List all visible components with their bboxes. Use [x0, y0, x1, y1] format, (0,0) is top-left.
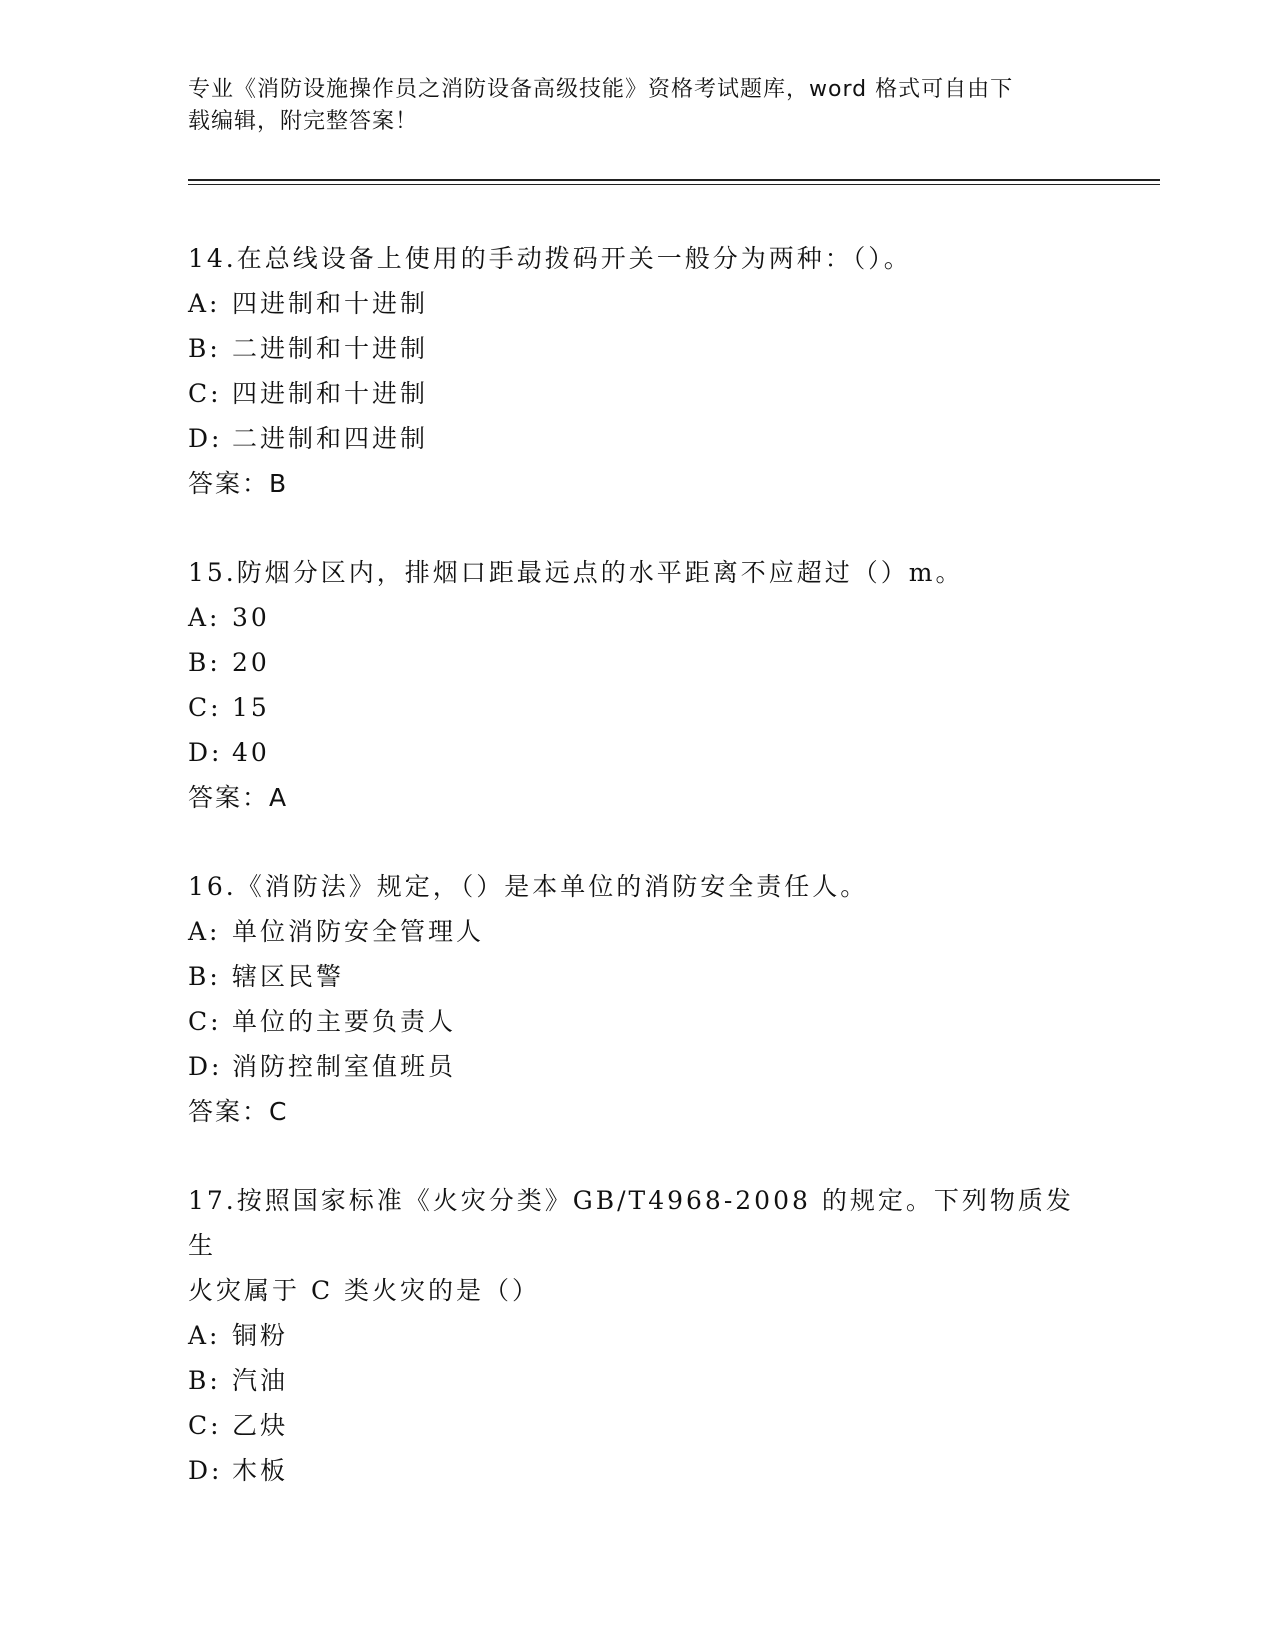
- question-17: [188, 1178, 1088, 1493]
- header-divider-thin: [188, 184, 1160, 185]
- document-header: [188, 74, 1068, 138]
- option-letter: D:: [188, 738, 223, 767]
- option-text: 20: [232, 648, 270, 677]
- option-a: [188, 595, 1088, 640]
- header-line-2: 载编辑，附完整答案！: [188, 109, 419, 134]
- option-text: 二进制和四进制: [232, 424, 429, 453]
- option-text: 辖区民警: [232, 962, 345, 991]
- question-stem: 14.在总线设备上使用的手动拨码开关一般分为两种：（）。: [188, 244, 912, 273]
- header-line-1: 专业《消防设施操作员之消防设备高级技能》资格考试题库，word 格式可自由下: [188, 77, 1014, 102]
- option-c: [188, 999, 1088, 1044]
- option-letter: B:: [188, 334, 221, 363]
- option-letter: D:: [188, 1456, 223, 1485]
- option-letter: B:: [188, 1366, 221, 1395]
- option-letter: D:: [188, 424, 223, 453]
- option-letter: C:: [188, 1411, 222, 1440]
- option-text: 四进制和十进制: [232, 379, 429, 408]
- option-text: 二进制和十进制: [232, 334, 429, 363]
- answer: 答案：C: [188, 1097, 289, 1126]
- option-d: [188, 416, 1088, 461]
- option-c: [188, 1403, 1088, 1448]
- option-c: [188, 685, 1088, 730]
- option-letter: C:: [188, 1007, 222, 1036]
- option-a: [188, 281, 1088, 326]
- option-b: [188, 326, 1088, 371]
- header-divider-thick: [188, 179, 1160, 181]
- option-letter: A:: [188, 603, 221, 632]
- option-d: [188, 1044, 1088, 1089]
- question-15: [188, 550, 1088, 820]
- option-text: 汽油: [232, 1366, 289, 1395]
- question-list: [188, 236, 1088, 1537]
- option-d: [188, 1448, 1088, 1493]
- option-letter: B:: [188, 962, 221, 991]
- answer: 答案：A: [188, 783, 289, 812]
- question-16: [188, 864, 1088, 1134]
- option-letter: A:: [188, 1321, 221, 1350]
- question-stem: 15.防烟分区内，排烟口距最远点的水平距离不应超过（）m。: [188, 558, 964, 587]
- option-b: [188, 1358, 1088, 1403]
- option-text: 40: [232, 738, 270, 767]
- question-stem: 16.《消防法》规定，（）是本单位的消防安全责任人。: [188, 872, 869, 901]
- option-b: [188, 954, 1088, 999]
- option-c: [188, 371, 1088, 416]
- option-letter: B:: [188, 648, 221, 677]
- option-letter: D:: [188, 1052, 223, 1081]
- option-letter: A:: [188, 917, 221, 946]
- answer: 答案：B: [188, 469, 289, 498]
- option-text: 消防控制室值班员: [232, 1052, 457, 1081]
- option-text: 铜粉: [232, 1321, 289, 1350]
- option-letter: C:: [188, 379, 222, 408]
- option-text: 乙炔: [232, 1411, 289, 1440]
- option-text: 木板: [232, 1456, 289, 1485]
- question-stem-line-1: 17.按照国家标准《火灾分类》GB/T4968-2008 的规定。下列物质发生: [188, 1186, 1074, 1260]
- option-letter: A:: [188, 289, 221, 318]
- option-a: [188, 1313, 1088, 1358]
- option-text: 单位的主要负责人: [232, 1007, 457, 1036]
- option-text: 15: [232, 693, 270, 722]
- option-b: [188, 640, 1088, 685]
- option-text: 单位消防安全管理人: [232, 917, 485, 946]
- option-letter: C:: [188, 693, 222, 722]
- option-text: 30: [232, 603, 270, 632]
- option-d: [188, 730, 1088, 775]
- option-text: 四进制和十进制: [232, 289, 429, 318]
- question-stem-line-2: 火灾属于 C 类火灾的是（）: [188, 1276, 541, 1305]
- question-14: [188, 236, 1088, 506]
- option-a: [188, 909, 1088, 954]
